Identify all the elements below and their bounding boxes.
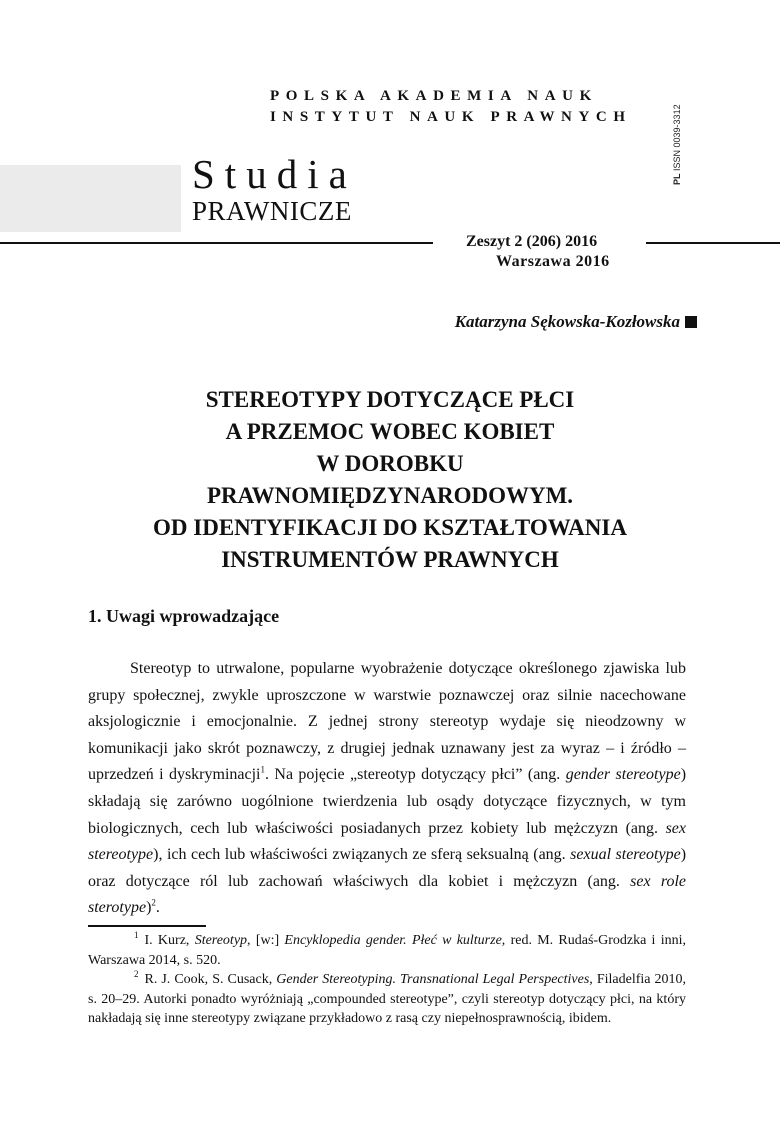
footnote-1: [88, 931, 686, 970]
publisher-block: [270, 86, 670, 128]
journal-title: Studia: [192, 151, 357, 197]
text-run: ) oraz dotyczące ról lub zachowań właściwych dla kobiet i mężczyzn (ang.: [88, 846, 687, 890]
publisher-line-1: POLSKA AKADEMIA NAUK: [270, 88, 598, 104]
term-gender-stereotype: gender stereotype: [565, 766, 681, 784]
text-run: I. Kurz,: [144, 933, 195, 948]
header-rule-right: [646, 242, 780, 244]
paragraph: [88, 656, 686, 922]
article-author: Katarzyna Sękowska-Kozłowska: [454, 312, 680, 331]
term-sex-stereotype: sex stereotype: [88, 819, 686, 864]
journal-subtitle: PRAWNICZE: [192, 196, 352, 226]
text-run: ): [146, 899, 152, 917]
text-run: Stereotyp: [194, 933, 248, 948]
title-line: OD IDENTYFIKACJI DO KSZTAŁTOWANIA: [153, 515, 627, 540]
text-run: R. J. Cook, S. Cusack,: [144, 972, 277, 987]
title-line: W DOROBKU: [316, 451, 464, 476]
footnote-number: 1: [134, 930, 139, 941]
text-run: , [w:]: [247, 933, 285, 948]
footnote-2: [88, 970, 686, 1029]
text-run: ), ich cech lub właściwości związanych ze sferą seksualną (ang.: [153, 846, 571, 864]
issue-place-year: Warszawa 2016: [496, 253, 610, 270]
text-run: Gender Stereotyping. Transnational Legal Perspectives: [276, 972, 590, 987]
masthead-gray-block: [0, 165, 181, 232]
text-run: . Na pojęcie „stereotyp dotyczący płci” (ang.: [265, 766, 566, 784]
issn-country: PL: [672, 173, 682, 185]
footnote-ref-2[interactable]: 2: [151, 898, 156, 909]
issue-number: Zeszyt 2 (206) 2016: [466, 233, 598, 250]
text-run: , red. M. Rudaś-Grodzka i inni, Warszawa 2014, s. 520.: [88, 933, 686, 968]
text-run: ) składają się zarówno uogólnione twierdzenia lub osądy dotyczące fizycznych, w tym biologicznych, cech lub właściwości posiadanych przez kobiety lub mężczyzn (ang.: [88, 766, 687, 837]
article-title: [90, 384, 690, 576]
section-heading: 1. Uwagi wprowadzające: [88, 606, 280, 626]
footnote-number: 2: [134, 969, 139, 980]
term-sexual-stereotype: sexual stereotype: [570, 846, 681, 864]
title-line: A PRZEMOC WOBEC KOBIET: [225, 419, 555, 444]
footnote-separator: [88, 925, 206, 927]
title-line: INSTRUMENTÓW PRAWNYCH: [221, 547, 559, 572]
title-line: STEREOTYPY DOTYCZĄCE PŁCI: [205, 387, 575, 412]
footnotes: [88, 931, 686, 1029]
text-run: Encyklopedia gender. Płeć w kulturze: [284, 933, 502, 948]
issn-label: [672, 104, 682, 185]
author-square-icon: [685, 316, 697, 328]
title-line: PRAWNOMIĘDZYNARODOWYM.: [206, 483, 574, 508]
text-run: .: [155, 899, 160, 917]
text-run: Stereotyp to utrwalone, popularne wyobrażenie dotyczące określonego zjawiska lub grupy społecznej, zwykle uproszczone w warstwie poznawczej oraz silnie nacechowane aksjologicznie i emocjonalnie. Z jednej strony stereotyp wydaje się nieodzowny w komunikacji jako skrót poznawczy, z drugiej jednak uznawany jest za wyraz – i źródło – uprzedzeń i dyskryminacji: [88, 660, 686, 784]
text-run: , Filadelfia 2010, s. 20–29. Autorki ponadto wyróżniają „compounded stereotype”, czyli stereotyp dotyczący płci, na który nakładają się inne stereotypy związane przykładowo z rasą czy niepełnosprawnością, ibidem.: [88, 972, 686, 1026]
footnote-ref-1[interactable]: 1: [260, 765, 265, 776]
issn-number: ISSN 0039-3312: [672, 104, 682, 171]
body-text: [88, 656, 686, 922]
header-rule-left: [0, 242, 433, 244]
publisher-line-2: INSTYTUT NAUK PRAWNYCH: [270, 109, 632, 125]
term-sex-role-stereotype: sex role sterotype: [88, 872, 687, 917]
